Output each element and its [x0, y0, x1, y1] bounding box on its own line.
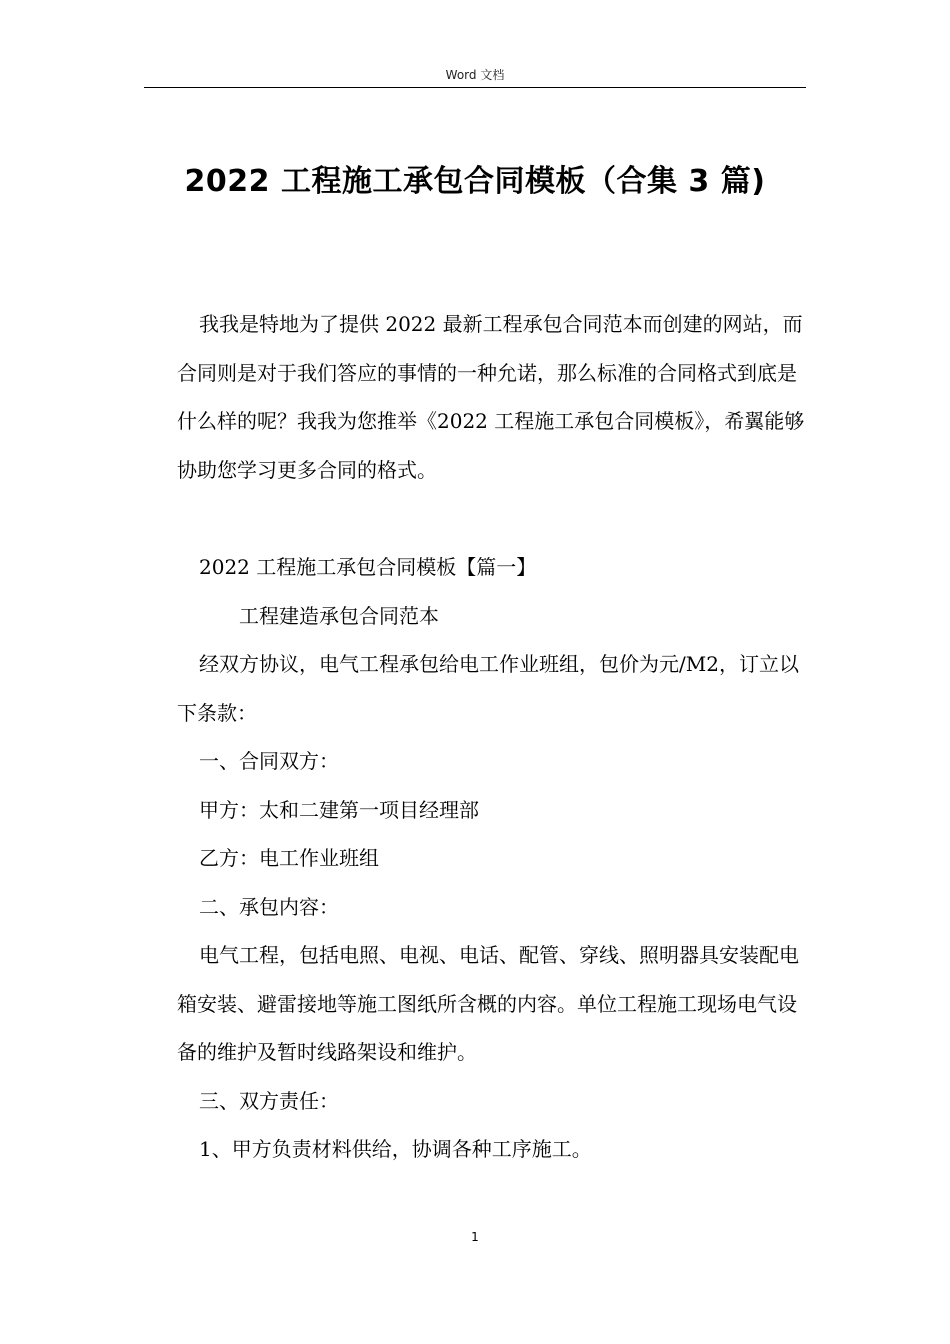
body-paragraph: 甲方：太和二建第一项目经理部	[199, 797, 479, 822]
document-title: 2022 工程施工承包合同模板（合集 3 篇)	[184, 164, 766, 199]
body-paragraph: 一、合同双方：	[199, 749, 339, 773]
header-divider	[144, 87, 806, 88]
section-heading: 2022 工程施工承包合同模板【篇一】	[199, 555, 537, 579]
body-paragraph: 乙方：电工作业班组	[199, 846, 379, 870]
page-header-label: Word 文档	[445, 68, 505, 82]
body-paragraph: 二、承包内容：	[199, 894, 339, 919]
body-paragraph: 三、双方责任：	[199, 1088, 339, 1113]
intro-paragraph: 我我是特地为了提供 2022 最新工程承包合同范本而创建的网站，而合同则是对于我们答应的事情的一种允诺，那么标准的合同格式到底是什么样的呢？我我为您推举《2022 工程施工承包合同模板》，希翼能够协助您学习更多合同的格式。	[177, 312, 805, 482]
body-paragraph: 经双方协议，电气工程承包给电工作业班组，包价为元/M2，订立以下条款：	[177, 652, 799, 725]
body-paragraph: 电气工程，包括电照、电视、电话、配管、穿线、照明器具安装配电箱安装、避雷接地等施工图纸所含概的内容。单位工程施工现场电气设备的维护及暂时线路架设和维护。	[177, 943, 799, 1064]
body-paragraph: 1、甲方负责材料供给，协调各种工序施工。	[199, 1137, 592, 1161]
page-number: 1	[471, 1230, 479, 1244]
sub-heading: 工程建造承包合同范本	[239, 603, 439, 628]
paragraph-gap	[177, 494, 807, 543]
document-body	[177, 300, 807, 1174]
